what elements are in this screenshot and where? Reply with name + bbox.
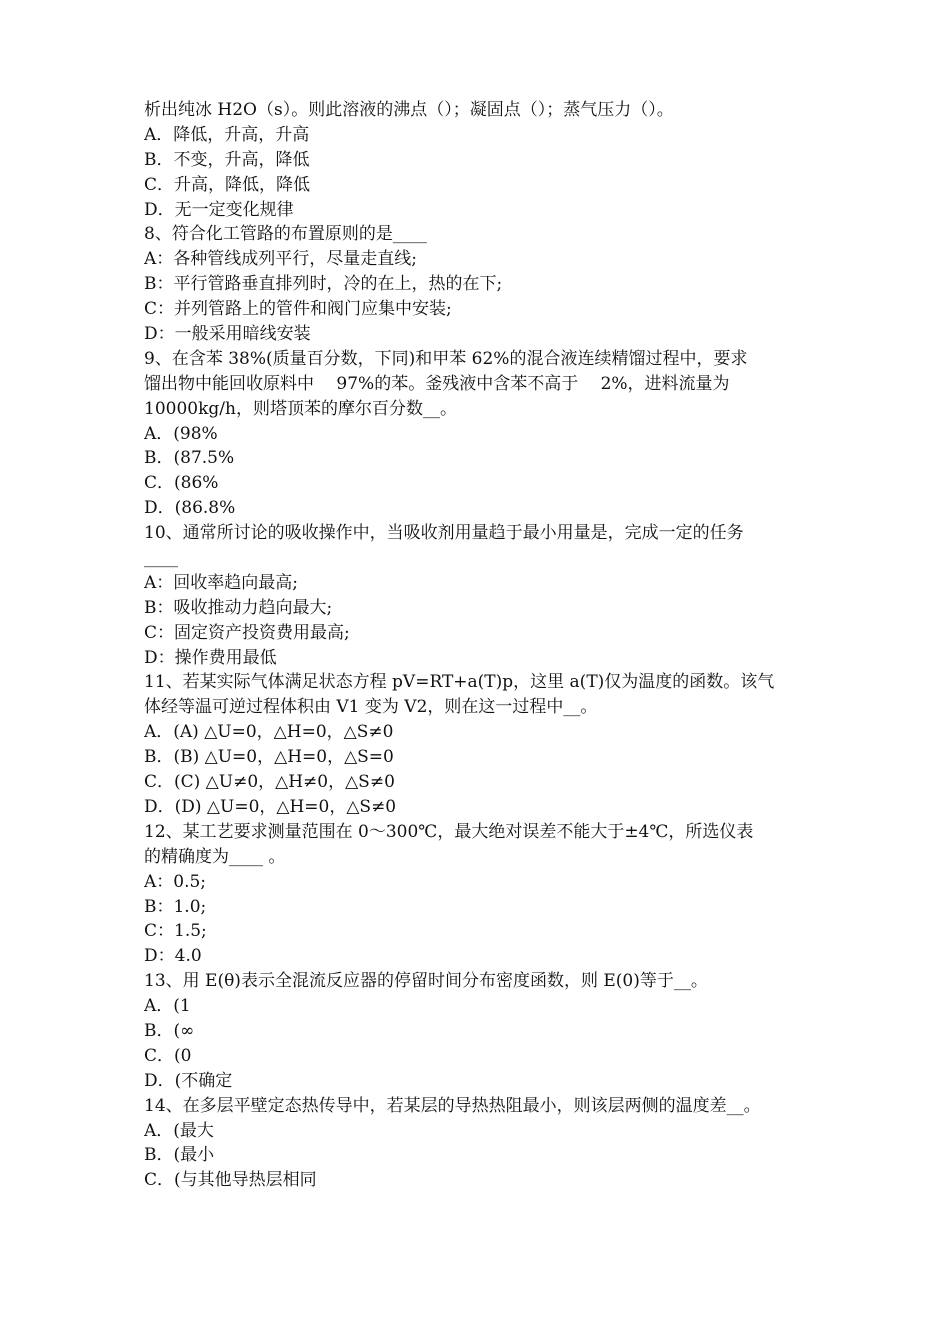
option-line: B：1.0; — [144, 896, 207, 917]
option-line: A．(最大 — [144, 1120, 214, 1141]
question-line: 10、通常所讨论的吸收操作中，当吸收剂用量趋于最小用量是，完成一定的任务 — [144, 523, 744, 544]
question-line: 11、若某实际气体满足状态方程 pV=RT+a(T)p，这里 a(T)仅为温度的函数。该气 — [144, 672, 775, 693]
question-line: 8、符合化工管路的布置原则的是____ — [144, 224, 427, 245]
option-line: B．(最小 — [144, 1145, 215, 1166]
option-line: C．(86% — [144, 473, 219, 494]
option-line: C：并列管路上的管件和阀门应集中安装; — [144, 299, 452, 320]
option-line: A：0.5; — [144, 871, 207, 892]
option-line: C：1.5; — [144, 921, 207, 942]
option-line: B：吸收推动力趋向最大; — [144, 597, 333, 618]
option-line: A．(A) △U=0，△H=0，△S≠0 — [144, 722, 394, 743]
option-line: D．无一定变化规律 — [144, 199, 294, 220]
option-line: B．不变，升高，降低 — [144, 149, 310, 170]
option-line: B：平行管路垂直排列时，冷的在上，热的在下; — [144, 274, 503, 295]
question-line: 13、用 E(θ)表示全混流反应器的停留时间分布密度函数，则 E(0)等于__。 — [144, 971, 708, 992]
option-line: A：各种管线成列平行，尽量走直线; — [144, 249, 418, 270]
option-line: D．(86.8% — [144, 498, 236, 519]
option-line: C．(与其他导热层相同 — [144, 1170, 317, 1191]
question-line: 12、某工艺要求测量范围在 0～300℃，最大绝对误差不能大于±4℃，所选仪表 — [144, 821, 754, 842]
option-line: C．升高，降低，降低 — [144, 174, 311, 195]
option-line: D：操作费用最低 — [144, 647, 277, 668]
option-line: C．(0 — [144, 1045, 192, 1066]
option-line: A．(1 — [144, 996, 191, 1017]
option-line: A．(98% — [144, 423, 218, 444]
option-line: B．(∞ — [144, 1020, 195, 1041]
option-line: B．(B) △U=0，△H=0，△S=0 — [144, 747, 394, 768]
question-line: 10000kg/h，则塔顶苯的摩尔百分数__。 — [144, 398, 457, 419]
question-line: 14、在多层平壁定态热传导中，若某层的导热热阻最小，则该层两侧的温度差__。 — [144, 1095, 761, 1116]
question-line: 9、在含苯 38%(质量百分数，下同)和甲苯 62%的混合液连续精馏过程中，要求 — [144, 348, 748, 369]
option-line: D：4.0 — [144, 946, 202, 967]
option-line: A：回收率趋向最高; — [144, 572, 299, 593]
question-line: 体经等温可逆过程体积由 V1 变为 V2，则在这一过程中__。 — [144, 697, 598, 718]
option-line: C．(C) △U≠0，△H≠0，△S≠0 — [144, 772, 395, 793]
option-line: D．(D) △U=0，△H=0，△S≠0 — [144, 796, 397, 817]
option-line: C：固定资产投资费用最高; — [144, 622, 350, 643]
text-line: 析出纯冰 H2O（s）。则此溶液的沸点（）；凝固点（）；蒸气压力（）。 — [144, 100, 674, 120]
question-text-block — [144, 98, 816, 1193]
option-line: D：一般采用暗线安装 — [144, 324, 311, 345]
option-line: D．(不确定 — [144, 1070, 233, 1091]
question-line: 馏出物中能回收原料中 97%的苯。釜残液中含苯不高于 2%，进料流量为 — [144, 373, 730, 394]
question-line: ____ — [144, 548, 178, 569]
option-line: A．降低，升高，升高 — [144, 124, 310, 145]
question-line: 的精确度为____ 。 — [144, 846, 286, 867]
option-line: B．(87.5% — [144, 448, 235, 469]
